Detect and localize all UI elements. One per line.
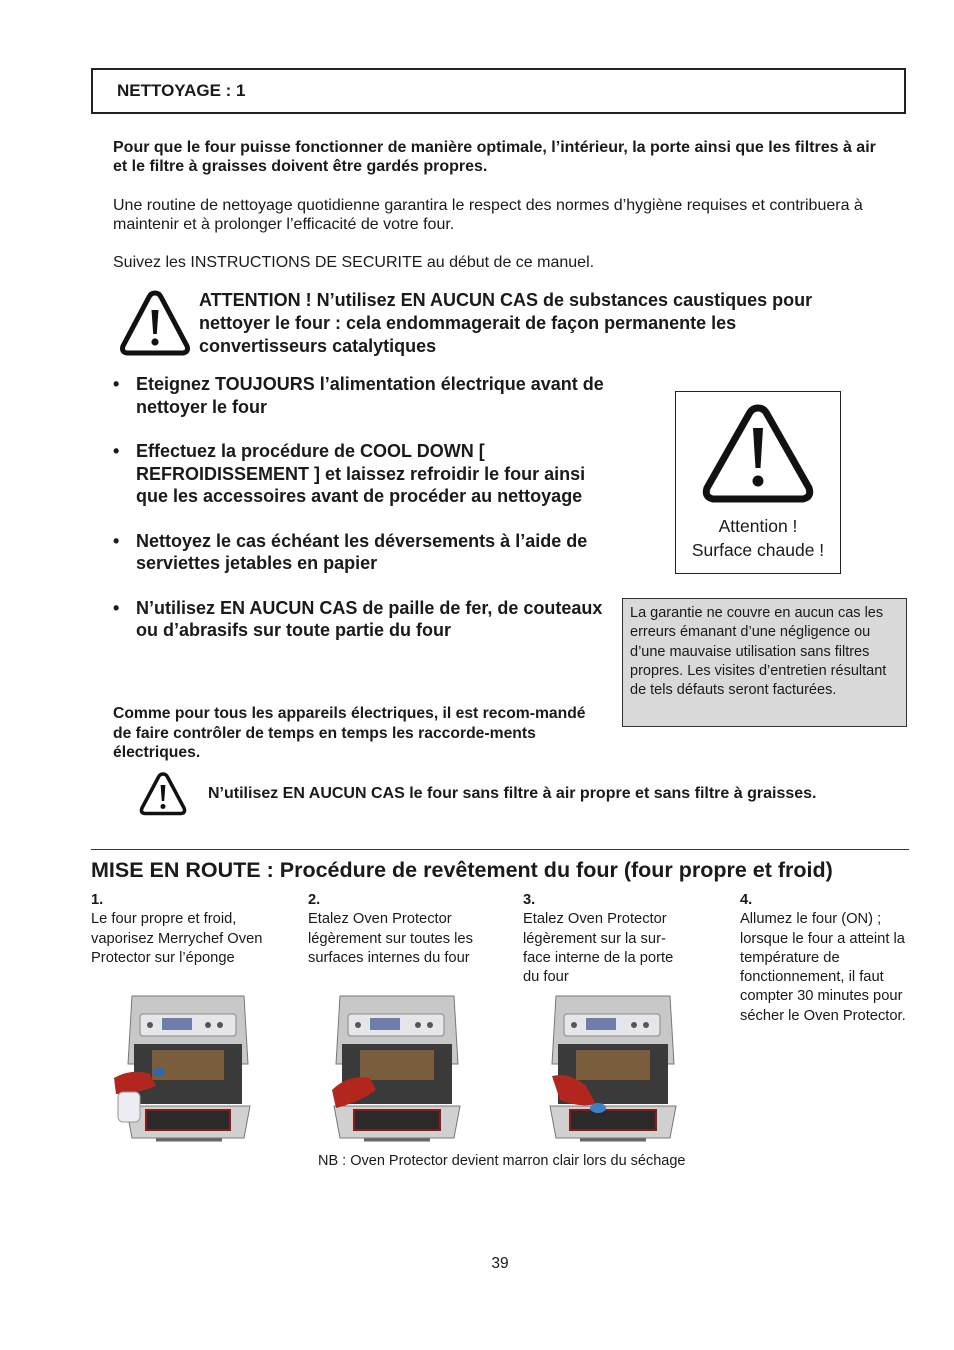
- cleaning-instructions-list: [113, 373, 613, 664]
- section-divider: [91, 849, 909, 850]
- hot-surface-warning: [675, 391, 841, 574]
- warranty-note: La garantie ne couvre en aucun cas les erreurs émanant d’une négligence ou d’une mauvaise utilisation sans filtres propres. Les visites d’entretien résultant de tels défauts seront facturées.: [622, 598, 907, 727]
- hot-surface-line1: Attention !: [718, 516, 798, 536]
- mise-en-route-title: MISE EN ROUTE : Procédure de revêtement du four (four propre et froid): [91, 858, 833, 882]
- safety-reference: Suivez les INSTRUCTIONS DE SECURITE au début de ce manuel.: [113, 254, 595, 271]
- step-number: 3.: [523, 892, 536, 908]
- step-3: [523, 891, 693, 987]
- step-text: Etalez Oven Protector légèrement sur la sur-face interne de la porte du four: [523, 911, 674, 986]
- list-item: • Eteignez TOUJOURS l’alimentation électrique avant de nettoyer le four: [113, 373, 613, 418]
- step-number: 2.: [308, 892, 321, 908]
- warning-triangle-icon: [118, 288, 192, 358]
- warning-triangle-icon: [137, 770, 189, 818]
- section-header: [91, 68, 906, 114]
- intro-bold-paragraph: Pour que le four puisse fonctionner de manière optimale, l’intérieur, la porte ainsi que les filtres à air et le filtre à graisses doivent être gardés propres.: [113, 139, 876, 175]
- electrical-note: Comme pour tous les appareils électriques, il est recom-mandé de faire contrôler de temps en temps les raccorde-ments électriques.: [113, 705, 586, 761]
- list-item: • N’utilisez EN AUCUN CAS de paille de fer, de couteaux ou d’abrasifs sur toute partie du four: [113, 597, 613, 642]
- step-text: Le four propre et froid, vaporisez Merrychef Oven Protector sur l’éponge: [91, 911, 263, 966]
- nb-note: NB : Oven Protector devient marron clair lors du séchage: [318, 1153, 686, 1169]
- step-number: 1.: [91, 892, 104, 908]
- oven-illustration-interior: [330, 994, 470, 1146]
- section-title: NETTOYAGE : 1: [117, 81, 246, 100]
- list-item: • Effectuez la procédure de COOL DOWN [ REFROIDISSEMENT ] et laissez refroidir le four ainsi que les accessoires avant de procéder au nettoyage: [113, 440, 613, 508]
- intro-paragraph: Une routine de nettoyage quotidienne garantira le respect des normes d’hygiène requises et contribuera à maintenir et à prolonger l’efficacité de votre four.: [113, 197, 863, 233]
- page-number: 39: [491, 1255, 509, 1272]
- attention-caustic-warning: ATTENTION ! N’utilisez EN AUCUN CAS de substances caustiques pour nettoyer le four : cela endommagerait de façon permanente les convertisseurs catalytiques: [199, 290, 813, 356]
- step-number: 4.: [740, 892, 753, 908]
- step-4: [740, 891, 912, 1026]
- warning-triangle-icon: [698, 402, 818, 506]
- oven-illustration-door: [546, 994, 686, 1146]
- list-item: • Nettoyez le cas échéant les déversements à l’aide de serviettes jetables en papier: [113, 530, 613, 575]
- oven-illustration-spray: [112, 994, 252, 1146]
- step-text: Allumez le four (ON) ; lorsque le four a atteint la température de fonctionnement, il faut compter 30 minutes pour sécher le Oven Protector.: [740, 911, 906, 1024]
- step-2: [308, 891, 483, 968]
- filter-warning: N’utilisez EN AUCUN CAS le four sans filtre à air propre et sans filtre à graisses.: [208, 785, 817, 802]
- hot-surface-line2: Surface chaude !: [691, 540, 825, 560]
- step-text: Etalez Oven Protector légèrement sur toutes les surfaces internes du four: [308, 911, 473, 966]
- step-1: [91, 891, 271, 968]
